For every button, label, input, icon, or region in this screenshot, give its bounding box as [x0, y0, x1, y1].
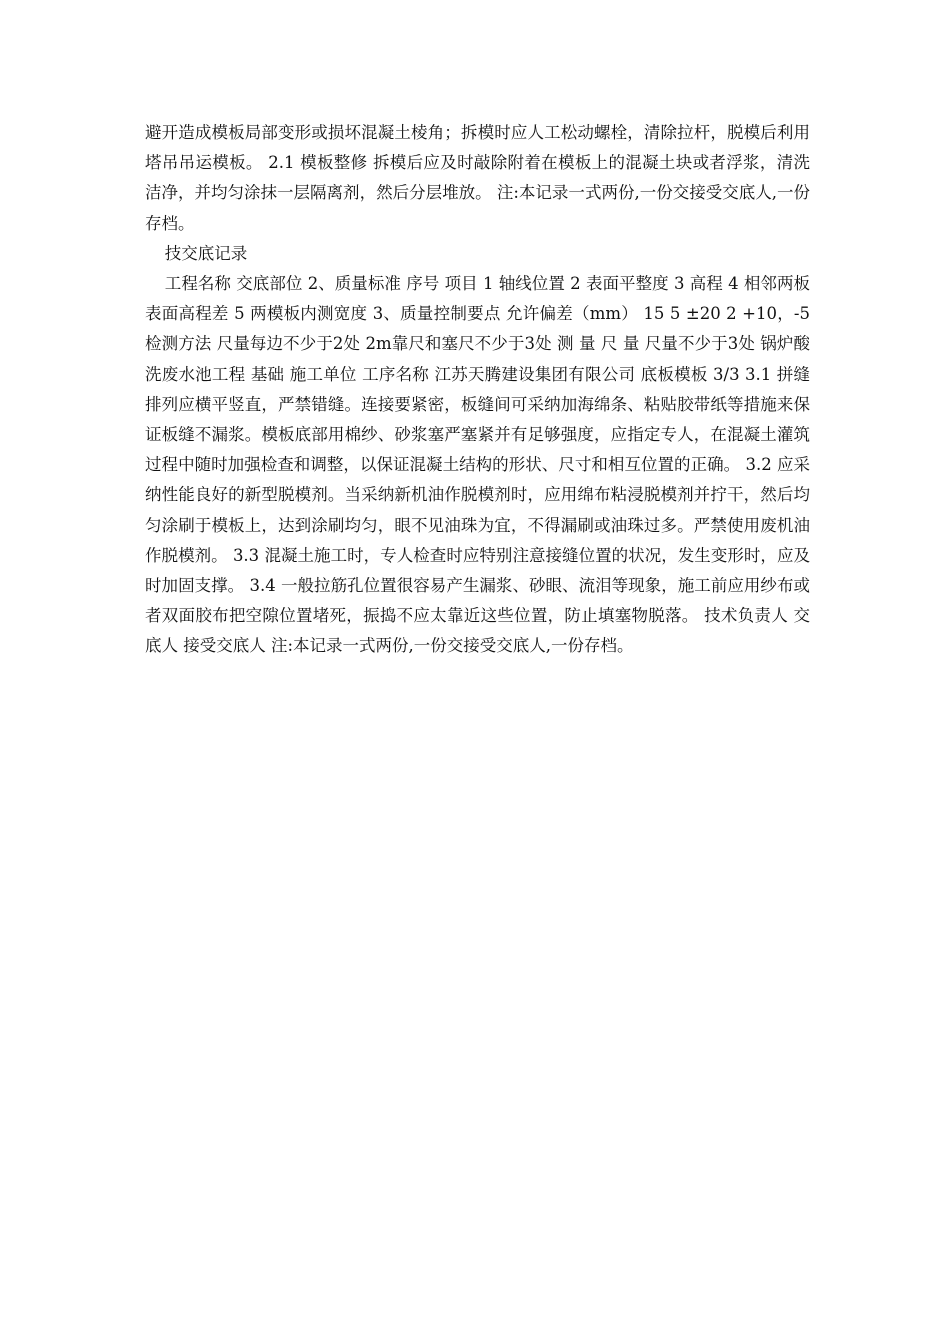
paragraph-disclosure-record: 工程名称 交底部位 2、质量标准 序号 项目 1 轴线位置 2 表面平整度 3 高程 4 相邻两板表面高程差 5 两模板内测宽度 3、质量控制要点 允许偏差（mm） 15 5 ±20 2 +10，-5 检测方法 尺量每边不少于2处 2m靠尺和塞尺不少于3处 测 量 尺 量 尺量不少于3处 锅炉酸洗废水池工程 基础 施工单位 工序名称 江苏天腾建设集团有限公司 底板模板 3/3 3.1 拼缝排列应横平竖直，严禁错缝。连接要紧密，板缝间可采纳加海绵条、粘贴胶带纸等措施来保证板缝不漏浆。模板底部用棉纱、砂浆塞严塞紧并有足够强度，应指定专人，在混凝土灌筑过程中随时加强检查和调整，以保证混凝土结构的形状、尺寸和相互位置的正确。 3.2 应采纳性能良好的新型脱模剂。当采纳新机油作脱模剂时，应用绵布粘浸脱模剂并拧干，然后均匀涂刷于模板上，达到涂刷均匀，眼不见油珠为宜，不得漏刷或油珠过多。严禁使用废机油作脱模剂。 3.3 混凝土施工时，专人检查时应特别注意接缝位置的状况，发生变形时，应及时加固支撑。 3.4 一般拉筋孔位置很容易产生漏浆、砂眼、流泪等现象，施工前应用纱布或者双面胶布把空隙位置堵死，振捣不应太靠近这些位置，防止填塞物脱落。 技术负责人 交底人 接受交底人 注:本记录一式两份,一份交接受交底人,一份存档。 [145, 274, 816, 656]
paragraph-formwork-removal: 避开造成模板局部变形或损坏混凝土棱角；拆模时应人工松动螺栓，清除拉杆，脱模后利用塔吊吊运模板。 2.1 模板整修 拆模后应及时敲除附着在模板上的混凝土块或者浮浆，清洗洁净，并均匀涂抹一层隔离剂，然后分层堆放。 注:本记录一式两份,一份交接受交底人,一份存档。 [145, 123, 810, 233]
document-body [145, 118, 816, 662]
section-heading: 技交底记录 [164, 243, 248, 263]
